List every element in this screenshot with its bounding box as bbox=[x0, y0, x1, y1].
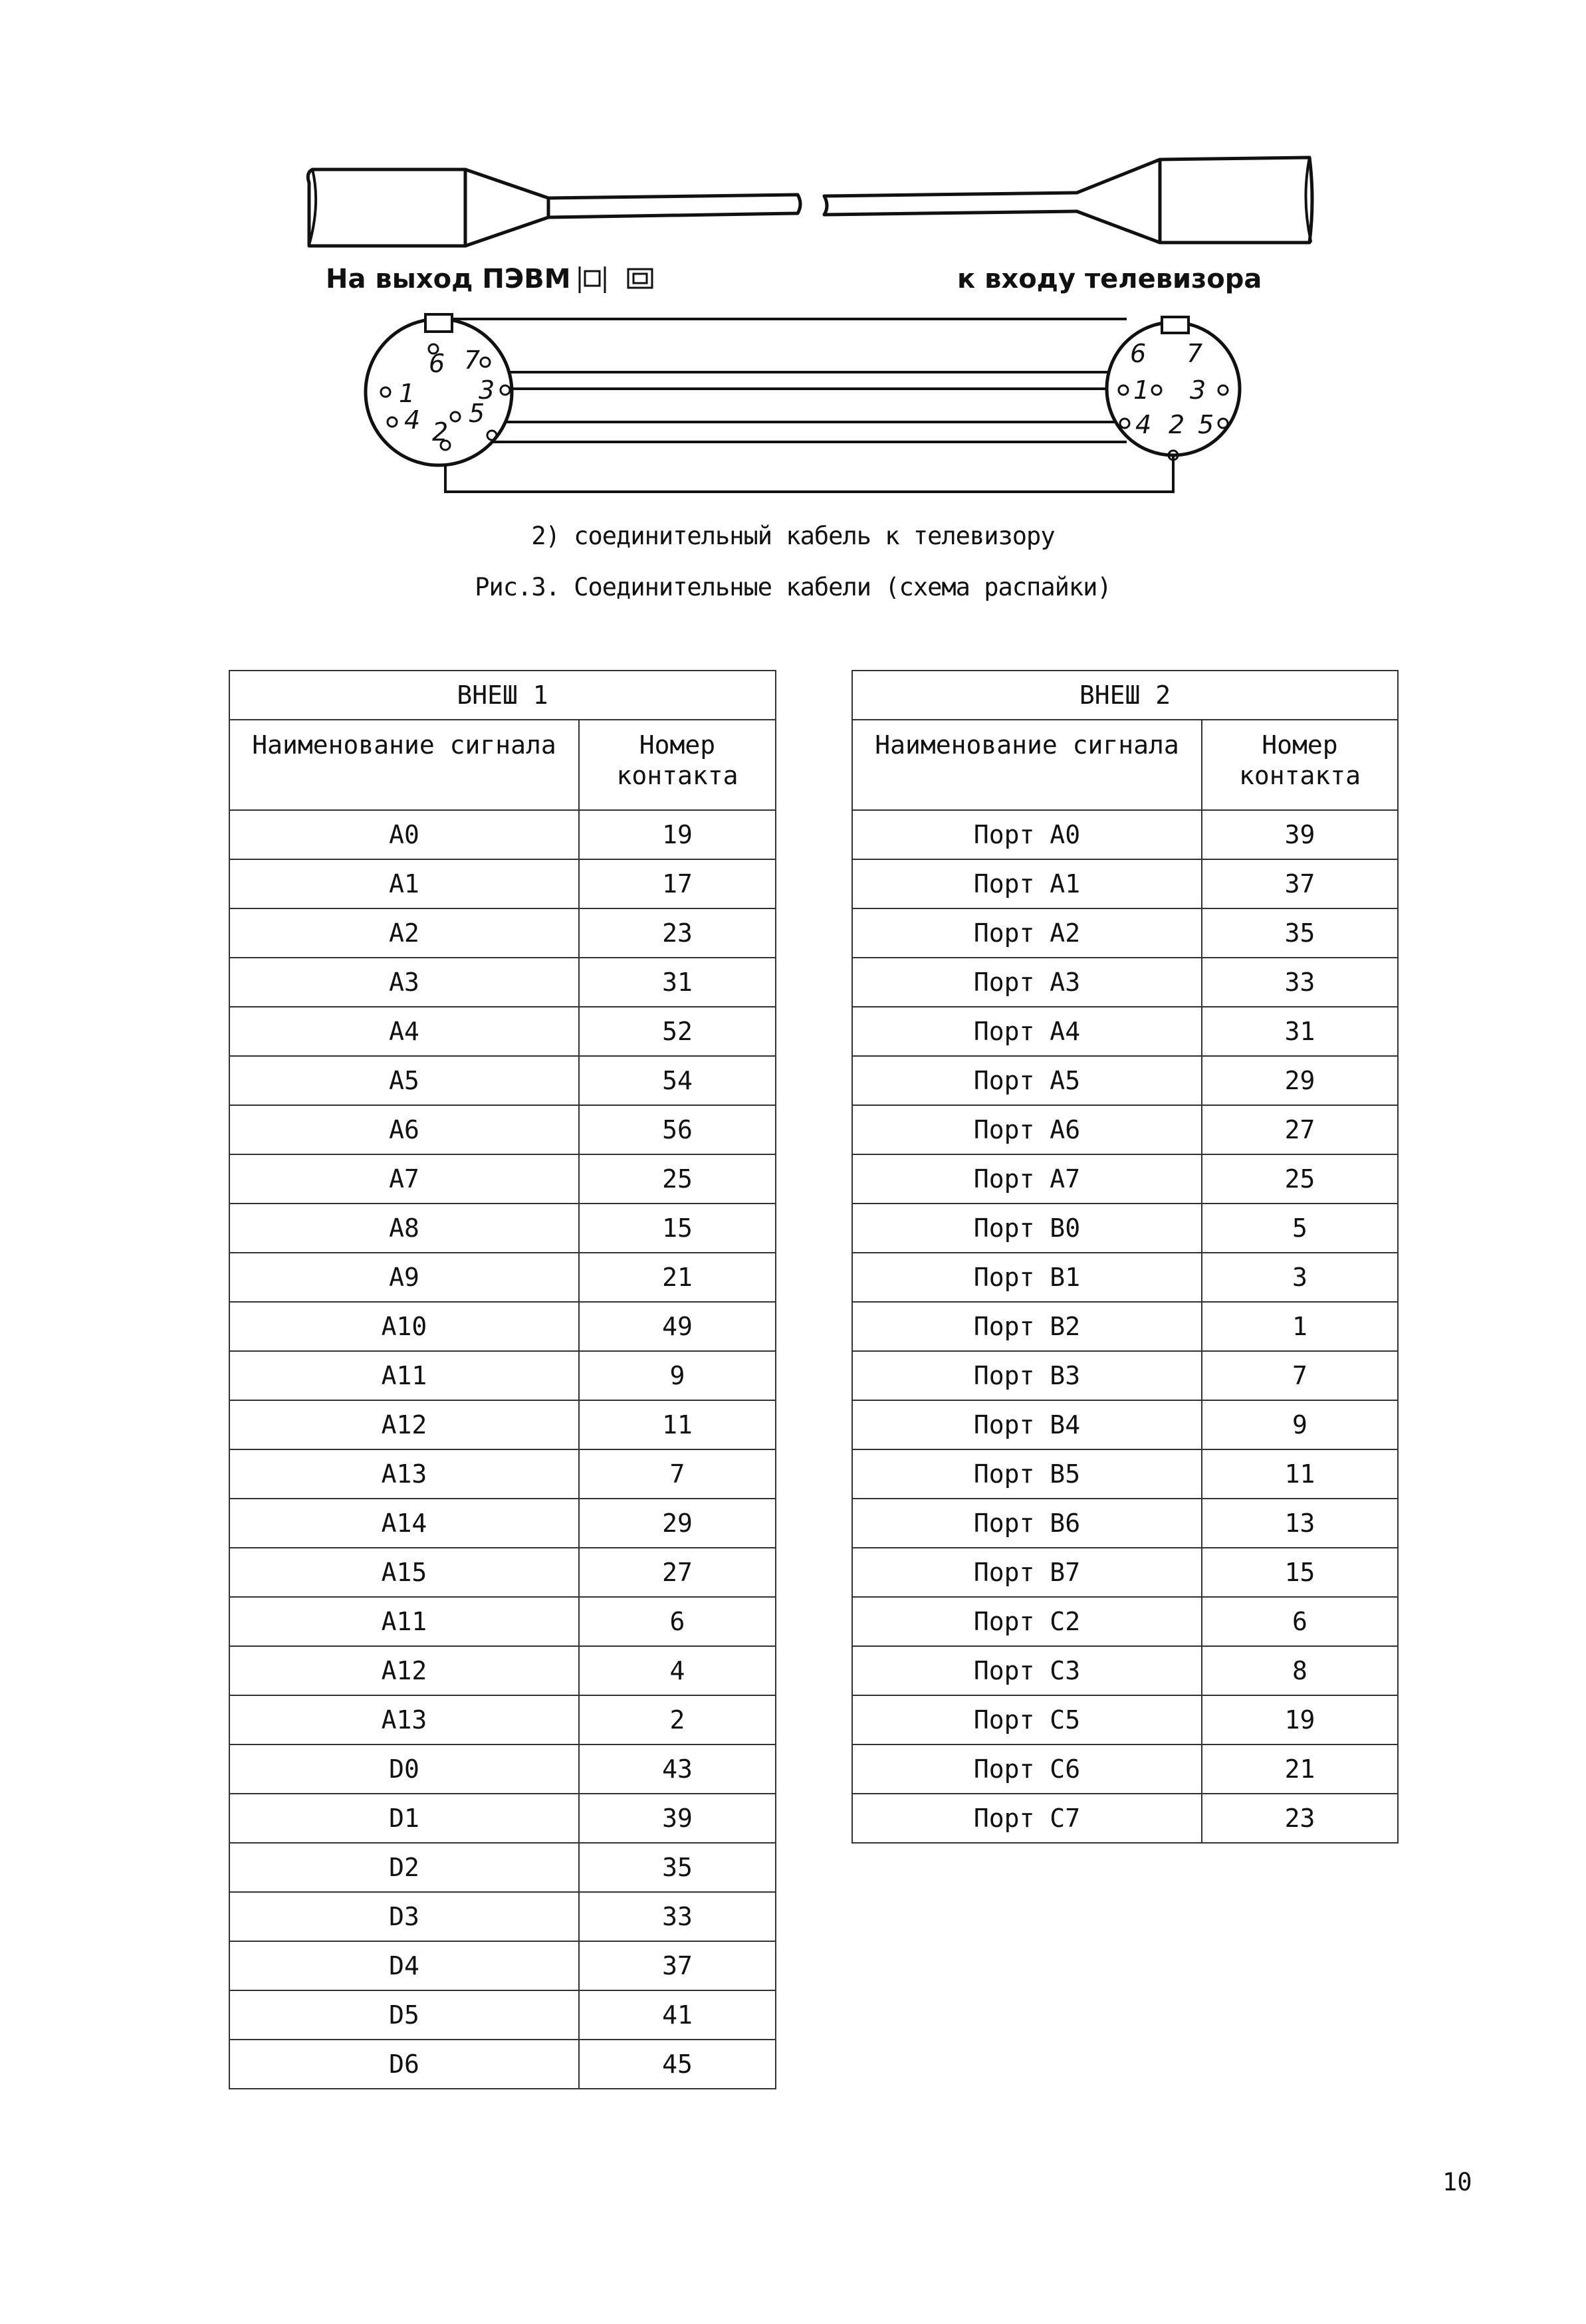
signal-cell: Порт А5 bbox=[852, 1056, 1202, 1105]
contact-cell: 21 bbox=[1202, 1744, 1398, 1794]
table-row bbox=[852, 1007, 1398, 1056]
contact-cell: 1 bbox=[1202, 1302, 1398, 1351]
signal-cell: A13 bbox=[229, 1449, 579, 1499]
contact-cell: 15 bbox=[579, 1204, 776, 1253]
table-row bbox=[229, 810, 776, 859]
table-row bbox=[229, 1400, 776, 1449]
signal-cell: A4 bbox=[229, 1007, 579, 1056]
left-pin-7: 7 bbox=[464, 346, 481, 375]
column-header-contact-line2: контакта bbox=[1238, 761, 1361, 790]
table-body bbox=[229, 810, 776, 2089]
table-row bbox=[229, 1105, 776, 1154]
signal-cell: Порт А0 bbox=[852, 810, 1202, 859]
contact-cell: 52 bbox=[579, 1007, 776, 1056]
signal-cell: D6 bbox=[229, 2040, 579, 2089]
contact-cell: 17 bbox=[579, 859, 776, 908]
signal-cell: Порт В6 bbox=[852, 1499, 1202, 1548]
table-row bbox=[229, 1548, 776, 1597]
contact-cell: 29 bbox=[579, 1499, 776, 1548]
signal-cell: Порт В1 bbox=[852, 1253, 1202, 1302]
right-pin-7: 7 bbox=[1187, 339, 1203, 368]
contact-cell: 33 bbox=[1202, 958, 1398, 1007]
signal-cell: Порт А4 bbox=[852, 1007, 1202, 1056]
pinout-table-vnesh2 bbox=[851, 670, 1399, 1844]
contact-cell: 23 bbox=[1202, 1794, 1398, 1843]
contact-cell: 9 bbox=[579, 1351, 776, 1400]
contact-cell: 35 bbox=[1202, 908, 1398, 958]
signal-cell: Порт В7 bbox=[852, 1548, 1202, 1597]
signal-cell: Порт А2 bbox=[852, 908, 1202, 958]
table-row bbox=[229, 908, 776, 958]
table-row bbox=[852, 1351, 1398, 1400]
contact-cell: 6 bbox=[1202, 1597, 1398, 1646]
signal-cell: D4 bbox=[229, 1941, 579, 1990]
table-row bbox=[229, 1990, 776, 2040]
contact-cell: 37 bbox=[1202, 859, 1398, 908]
signal-cell: D0 bbox=[229, 1744, 579, 1794]
right-plug-body bbox=[1160, 158, 1312, 243]
signal-cell: Порт С5 bbox=[852, 1695, 1202, 1744]
table-row bbox=[229, 1843, 776, 1892]
left-label: На выход ПЭВМ bbox=[326, 264, 571, 294]
table-row bbox=[229, 1007, 776, 1056]
table-row bbox=[229, 1646, 776, 1695]
column-header-contact bbox=[1202, 720, 1398, 810]
table-row bbox=[229, 958, 776, 1007]
signal-cell: Порт С2 bbox=[852, 1597, 1202, 1646]
left-cable bbox=[548, 195, 800, 217]
left-pin-1: 1 bbox=[399, 379, 415, 408]
wire-bottom bbox=[445, 452, 1173, 492]
table-row bbox=[229, 859, 776, 908]
left-connector bbox=[366, 314, 512, 465]
table-row bbox=[852, 1105, 1398, 1154]
right-pin-4: 4 bbox=[1135, 410, 1152, 439]
contact-cell: 39 bbox=[579, 1794, 776, 1843]
contact-cell: 2 bbox=[579, 1695, 776, 1744]
contact-cell: 35 bbox=[579, 1843, 776, 1892]
contact-cell: 13 bbox=[1202, 1499, 1398, 1548]
contact-cell: 43 bbox=[579, 1744, 776, 1794]
contact-cell: 56 bbox=[579, 1105, 776, 1154]
table-row bbox=[229, 1499, 776, 1548]
contact-cell: 31 bbox=[579, 958, 776, 1007]
table-row bbox=[229, 1892, 776, 1941]
contact-cell: 25 bbox=[579, 1154, 776, 1204]
signal-cell: A5 bbox=[229, 1056, 579, 1105]
contact-cell: 19 bbox=[579, 810, 776, 859]
contact-cell: 5 bbox=[1202, 1204, 1398, 1253]
contact-cell: 37 bbox=[579, 1941, 776, 1990]
contact-cell: 45 bbox=[579, 2040, 776, 2089]
signal-cell: Порт С3 bbox=[852, 1646, 1202, 1695]
signal-cell: Порт С6 bbox=[852, 1744, 1202, 1794]
left-plug-body bbox=[308, 169, 465, 246]
figure-caption: Рис.3. Соединительные кабели (схема распайки) bbox=[475, 573, 1111, 601]
table-row bbox=[852, 1154, 1398, 1204]
contact-cell: 23 bbox=[579, 908, 776, 958]
table-row bbox=[852, 810, 1398, 859]
left-pin-6: 6 bbox=[429, 349, 445, 378]
column-header-contact-line2: контакта bbox=[616, 761, 738, 790]
signal-cell: D5 bbox=[229, 1990, 579, 2040]
contact-cell: 41 bbox=[579, 1990, 776, 2040]
signal-cell: Порт А3 bbox=[852, 958, 1202, 1007]
table-row bbox=[229, 1695, 776, 1744]
signal-cell: Порт С7 bbox=[852, 1794, 1202, 1843]
contact-cell: 6 bbox=[579, 1597, 776, 1646]
right-pin-5: 5 bbox=[1198, 410, 1214, 439]
contact-cell: 39 bbox=[1202, 810, 1398, 859]
pinout-table-vnesh1 bbox=[229, 670, 776, 2089]
signal-cell: Порт В0 bbox=[852, 1204, 1202, 1253]
signal-cell: D2 bbox=[229, 1843, 579, 1892]
contact-cell: 27 bbox=[1202, 1105, 1398, 1154]
table-row bbox=[852, 1253, 1398, 1302]
signal-cell: Порт В5 bbox=[852, 1449, 1202, 1499]
table-row bbox=[852, 1695, 1398, 1744]
table-row bbox=[229, 1597, 776, 1646]
left-pin-4: 4 bbox=[404, 405, 421, 435]
table-row bbox=[852, 1204, 1398, 1253]
column-header-contact-line1: Номер bbox=[1262, 730, 1338, 760]
signal-cell: A6 bbox=[229, 1105, 579, 1154]
table-row bbox=[229, 1744, 776, 1794]
signal-cell: Порт В4 bbox=[852, 1400, 1202, 1449]
page-number: 10 bbox=[1442, 2168, 1472, 2196]
signal-cell: A9 bbox=[229, 1253, 579, 1302]
table-row bbox=[852, 1302, 1398, 1351]
signal-cell: A8 bbox=[229, 1204, 579, 1253]
left-pin-2: 2 bbox=[432, 417, 449, 447]
video-out-icon bbox=[580, 266, 652, 293]
signal-cell: Порт А1 bbox=[852, 859, 1202, 908]
contact-cell: 7 bbox=[1202, 1351, 1398, 1400]
right-pin-6: 6 bbox=[1130, 339, 1147, 368]
signal-cell: A12 bbox=[229, 1646, 579, 1695]
contact-cell: 33 bbox=[579, 1892, 776, 1941]
contact-cell: 21 bbox=[579, 1253, 776, 1302]
contact-cell: 11 bbox=[1202, 1449, 1398, 1499]
table-row bbox=[229, 2040, 776, 2089]
table-title: ВНЕШ 2 bbox=[852, 671, 1398, 720]
left-plug-taper bbox=[465, 169, 548, 246]
table-row bbox=[229, 1253, 776, 1302]
table-row bbox=[229, 1794, 776, 1843]
table-row bbox=[852, 1548, 1398, 1597]
table-body bbox=[852, 810, 1398, 1843]
contact-cell: 7 bbox=[579, 1449, 776, 1499]
signal-cell: Порт А6 bbox=[852, 1105, 1202, 1154]
table-row bbox=[852, 1499, 1398, 1548]
signal-cell: A14 bbox=[229, 1499, 579, 1548]
contact-cell: 25 bbox=[1202, 1154, 1398, 1204]
contact-cell: 19 bbox=[1202, 1695, 1398, 1744]
contact-cell: 29 bbox=[1202, 1056, 1398, 1105]
contact-cell: 49 bbox=[579, 1302, 776, 1351]
table-row bbox=[852, 908, 1398, 958]
contact-cell: 3 bbox=[1202, 1253, 1398, 1302]
table-row bbox=[229, 1154, 776, 1204]
signal-cell: Порт В3 bbox=[852, 1351, 1202, 1400]
signal-cell: A11 bbox=[229, 1351, 579, 1400]
signal-cell: A7 bbox=[229, 1154, 579, 1204]
cable-diagram bbox=[292, 143, 1329, 515]
signal-cell: Порт А7 bbox=[852, 1154, 1202, 1204]
right-pin-3: 3 bbox=[1190, 375, 1206, 405]
column-header-contact-line1: Номер bbox=[639, 730, 716, 760]
table-title: ВНЕШ 1 bbox=[229, 671, 776, 720]
table-row bbox=[852, 1056, 1398, 1105]
table-row bbox=[852, 1794, 1398, 1843]
contact-cell: 4 bbox=[579, 1646, 776, 1695]
signal-cell: A3 bbox=[229, 958, 579, 1007]
table-row bbox=[852, 859, 1398, 908]
contact-cell: 9 bbox=[1202, 1400, 1398, 1449]
signal-cell: A2 bbox=[229, 908, 579, 958]
signal-cell: A10 bbox=[229, 1302, 579, 1351]
table-row bbox=[852, 1400, 1398, 1449]
right-label: к входу телевизора bbox=[957, 264, 1262, 294]
column-header-signal: Наименование сигнала bbox=[852, 720, 1202, 810]
right-pin-2: 2 bbox=[1169, 410, 1185, 439]
table-row bbox=[852, 1449, 1398, 1499]
table-row bbox=[852, 1646, 1398, 1695]
signal-cell: A0 bbox=[229, 810, 579, 859]
right-cable bbox=[824, 193, 1077, 215]
signal-cell: D1 bbox=[229, 1794, 579, 1843]
signal-cell: Порт В2 bbox=[852, 1302, 1202, 1351]
contact-cell: 11 bbox=[579, 1400, 776, 1449]
signal-cell: A1 bbox=[229, 859, 579, 908]
table-row bbox=[229, 1941, 776, 1990]
signal-cell: A15 bbox=[229, 1548, 579, 1597]
right-plug-taper bbox=[1077, 159, 1160, 243]
table-row bbox=[229, 1302, 776, 1351]
table-row bbox=[852, 1744, 1398, 1794]
table-row bbox=[229, 1204, 776, 1253]
column-header-signal: Наименование сигнала bbox=[229, 720, 579, 810]
table-row bbox=[852, 958, 1398, 1007]
contact-cell: 54 bbox=[579, 1056, 776, 1105]
table-row bbox=[229, 1056, 776, 1105]
right-connector bbox=[1107, 317, 1240, 460]
left-pin-3: 3 bbox=[479, 375, 495, 405]
table-row bbox=[229, 1449, 776, 1499]
contact-cell: 27 bbox=[579, 1548, 776, 1597]
signal-cell: A13 bbox=[229, 1695, 579, 1744]
contact-cell: 8 bbox=[1202, 1646, 1398, 1695]
signal-cell: A11 bbox=[229, 1597, 579, 1646]
contact-cell: 31 bbox=[1202, 1007, 1398, 1056]
diagram-subcaption: 2) соединительный кабель к телевизору bbox=[531, 522, 1055, 550]
left-pin-5: 5 bbox=[469, 399, 485, 428]
right-pin-1: 1 bbox=[1133, 375, 1150, 405]
table-row bbox=[229, 1351, 776, 1400]
column-header-contact bbox=[579, 720, 776, 810]
signal-cell: D3 bbox=[229, 1892, 579, 1941]
contact-cell: 15 bbox=[1202, 1548, 1398, 1597]
signal-cell: A12 bbox=[229, 1400, 579, 1449]
table-row bbox=[852, 1597, 1398, 1646]
